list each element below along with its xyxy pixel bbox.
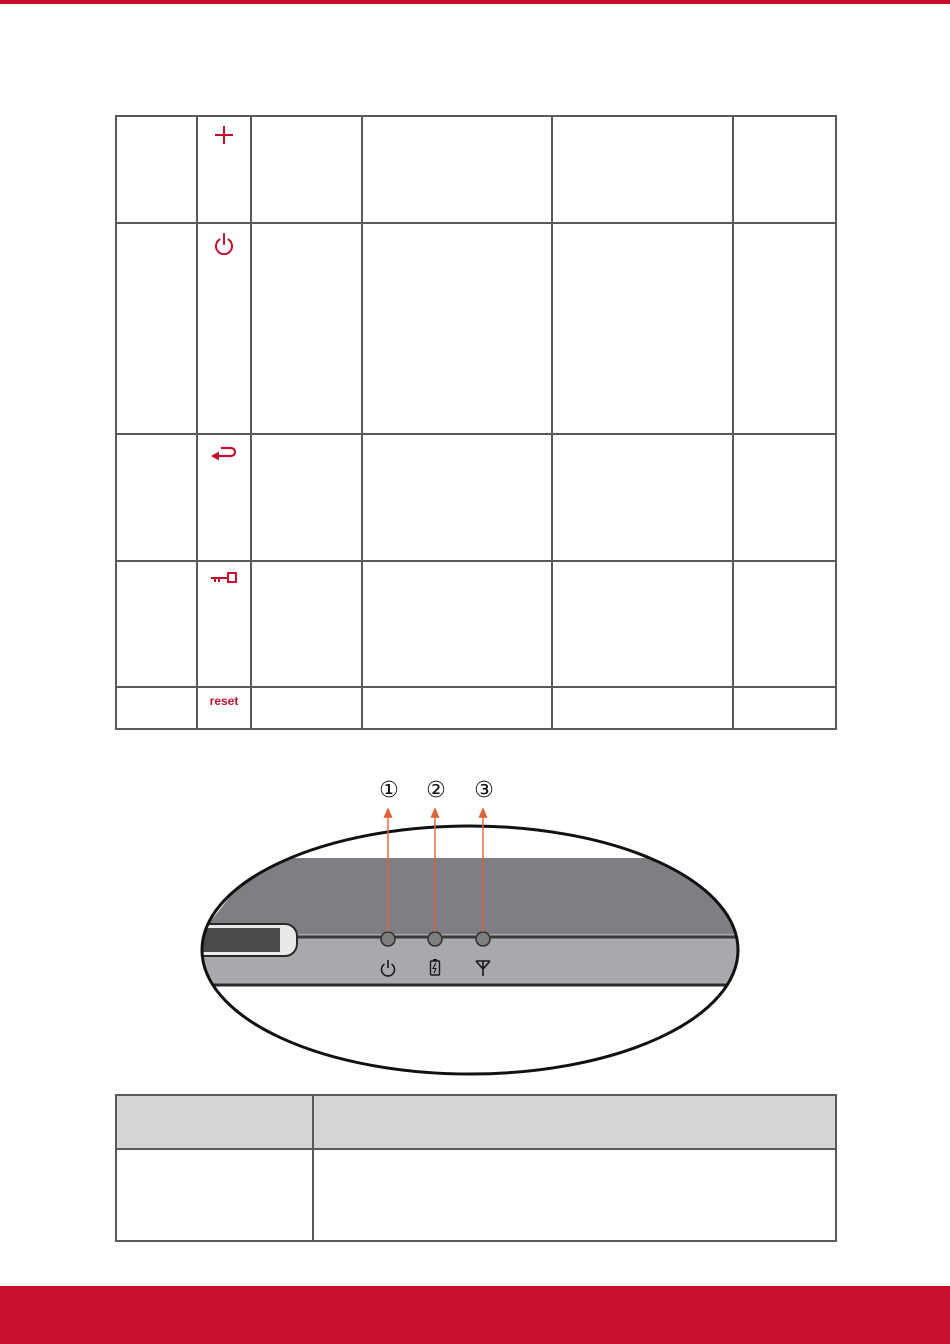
footer-brand-band bbox=[0, 1286, 950, 1344]
table-cell bbox=[552, 434, 733, 561]
device-led-illustration bbox=[0, 770, 950, 1090]
table-header-row bbox=[116, 1095, 836, 1149]
plus-icon bbox=[214, 125, 234, 145]
power-led bbox=[381, 932, 395, 946]
table-cell bbox=[552, 223, 733, 434]
top-accent-rule bbox=[0, 0, 950, 4]
signal-led bbox=[476, 932, 490, 946]
table-cell bbox=[362, 687, 552, 729]
table-cell bbox=[251, 116, 362, 223]
table-cell bbox=[362, 223, 552, 434]
key-icon bbox=[210, 570, 238, 586]
table-cell bbox=[733, 116, 836, 223]
table-cell bbox=[116, 116, 197, 223]
table-cell bbox=[362, 561, 552, 687]
table-row bbox=[116, 1149, 836, 1241]
table-cell bbox=[552, 687, 733, 729]
table-header-cell bbox=[313, 1095, 836, 1149]
table-cell bbox=[116, 223, 197, 434]
table-row bbox=[116, 116, 836, 223]
callout-number-2: ② bbox=[426, 778, 446, 803]
table-cell bbox=[116, 1149, 313, 1241]
table-cell bbox=[552, 561, 733, 687]
table-row bbox=[116, 223, 836, 434]
table-cell bbox=[552, 116, 733, 223]
table-cell bbox=[197, 687, 251, 729]
led-indicator-table bbox=[115, 1094, 837, 1242]
table-cell bbox=[362, 434, 552, 561]
reset-label: reset bbox=[209, 694, 239, 708]
table-cell bbox=[251, 434, 362, 561]
table-cell bbox=[251, 561, 362, 687]
table-row bbox=[116, 434, 836, 561]
button-function-table bbox=[115, 115, 837, 730]
back-arrow-icon bbox=[209, 443, 239, 463]
power-icon bbox=[213, 232, 235, 256]
callout-number-1: ① bbox=[379, 778, 399, 803]
table-cell bbox=[733, 223, 836, 434]
table-cell bbox=[313, 1149, 836, 1241]
battery-led bbox=[428, 932, 442, 946]
table-cell bbox=[251, 687, 362, 729]
table-cell bbox=[251, 223, 362, 434]
table-cell bbox=[116, 561, 197, 687]
table-cell bbox=[733, 687, 836, 729]
table-cell bbox=[116, 687, 197, 729]
table-cell bbox=[197, 223, 251, 434]
table-row bbox=[116, 561, 836, 687]
table-cell bbox=[197, 434, 251, 561]
table-header-cell bbox=[116, 1095, 313, 1149]
table-cell bbox=[362, 116, 552, 223]
table-cell bbox=[733, 434, 836, 561]
table-cell bbox=[197, 561, 251, 687]
table-cell bbox=[733, 561, 836, 687]
table-row bbox=[116, 687, 836, 729]
table-cell bbox=[197, 116, 251, 223]
callout-number-3: ③ bbox=[474, 778, 494, 803]
table-cell bbox=[116, 434, 197, 561]
